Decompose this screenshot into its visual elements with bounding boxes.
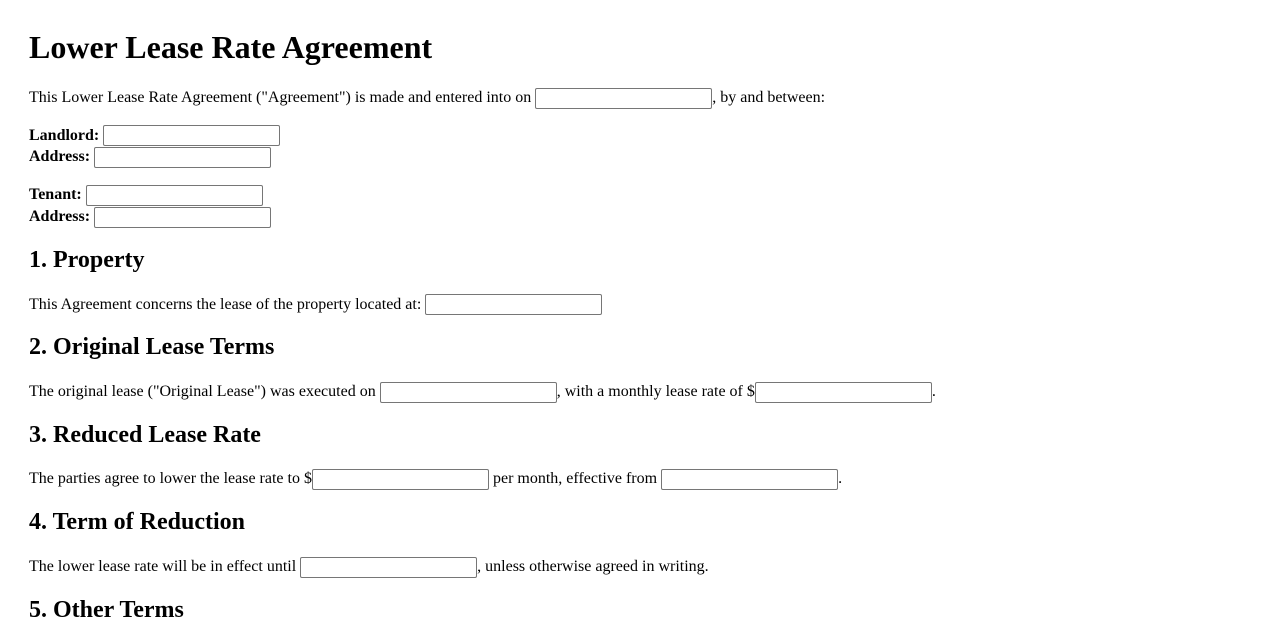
intro-paragraph [29, 87, 1248, 109]
reduced-rate-input[interactable] [312, 469, 489, 490]
intro-text-before: This Lower Lease Rate Agreement ("Agreement") is made and entered into on [29, 88, 536, 106]
tenant-block [29, 184, 1248, 228]
landlord-name-input[interactable] [103, 125, 280, 146]
landlord-address-label: Address: [29, 148, 91, 166]
section-4-paragraph [29, 556, 1248, 578]
landlord-block [29, 125, 1248, 169]
property-address-input[interactable] [425, 294, 602, 315]
section-4-text-after: , unless otherwise agreed in writing. [477, 557, 709, 575]
section-2-paragraph [29, 381, 1248, 403]
section-1-text: This Agreement concerns the lease of the property located at: [29, 295, 426, 313]
section-4-heading: 4. Term of Reduction [29, 509, 245, 536]
landlord-address-input[interactable] [94, 147, 271, 168]
section-2-text-middle: , with a monthly lease rate of $ [556, 382, 755, 400]
intro-text-after: , by and between: [712, 88, 826, 106]
section-2-heading: 2. Original Lease Terms [29, 334, 275, 361]
section-4-text-before: The lower lease rate will be in effect until [29, 557, 301, 575]
original-lease-date-input[interactable] [380, 382, 557, 403]
section-3-text-after: . [838, 470, 843, 488]
landlord-label: Landlord: [29, 126, 100, 144]
section-3-text-before: The parties agree to lower the lease rate to $ [29, 470, 312, 488]
original-lease-rate-input[interactable] [755, 382, 932, 403]
tenant-address-input[interactable] [94, 207, 271, 228]
page-title: Lower Lease Rate Agreement [29, 29, 433, 65]
effective-date-input[interactable] [661, 469, 838, 490]
tenant-name-input[interactable] [86, 185, 263, 206]
section-2-text-after: . [931, 382, 936, 400]
section-1-heading: 1. Property [29, 246, 145, 273]
tenant-label: Tenant: [29, 186, 82, 204]
section-5-heading: 5. Other Terms [29, 596, 184, 623]
tenant-address-label: Address: [29, 208, 91, 226]
section-3-text-middle: per month, effective from [488, 470, 662, 488]
reduction-end-date-input[interactable] [300, 557, 477, 578]
section-1-paragraph [29, 294, 1248, 316]
section-3-paragraph [29, 468, 1248, 490]
agreement-date-input[interactable] [535, 88, 712, 109]
section-3-heading: 3. Reduced Lease Rate [29, 421, 261, 448]
section-2-text-before: The original lease ("Original Lease") was executed on [29, 382, 380, 400]
